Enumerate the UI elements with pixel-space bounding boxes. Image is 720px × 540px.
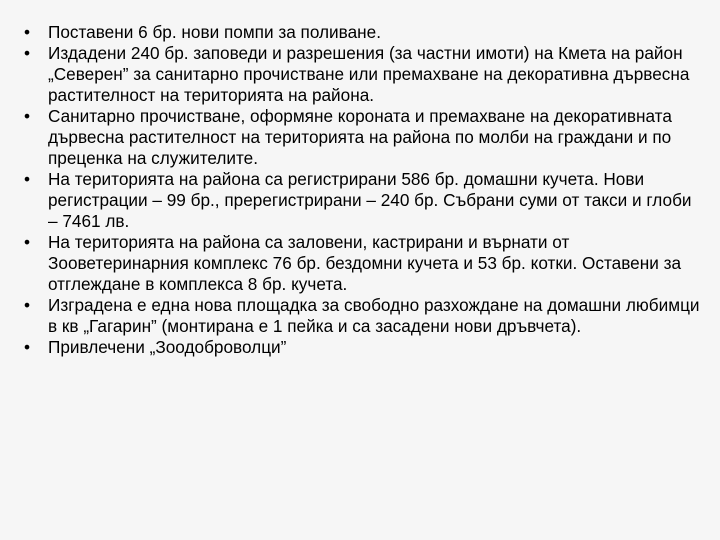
list-item-text: Санитарно прочистване, оформяне короната и премахване на декоративната дървесна растителност на територията на района по молби на граждани и по преценка на служителите. [48, 106, 672, 168]
list-item-text: На територията на района са заловени, кастрирани и върнати от Зооветеринарния комплекс 76 бр. бездомни кучета и 53 бр. котки. Оставени за отглеждане в комплекса 8 бр. кучета. [48, 232, 682, 294]
list-item [24, 106, 704, 169]
list-item [24, 295, 704, 337]
bullet-icon: • [24, 106, 31, 126]
list-item [24, 169, 704, 232]
list-item-text: Поставени 6 бр. нови помпи за поливане. [48, 22, 381, 42]
list-item-text: Изградена е една нова площадка за свободно разхождане на домашни любимци в кв „Гагарин” (монтирана е 1 пейка и са засадени нови дръвчета). [48, 295, 700, 336]
list-item [24, 22, 704, 43]
list-item-text: Издадени 240 бр. заповеди и разрешения (за частни имоти) на Кмета на район „Северен” за санитарно прочистване или премахване на декоративна дървесна растителност на територията на района. [48, 43, 690, 105]
list-item [24, 337, 704, 358]
list-item-text: Привлечени „Зоодоброволци” [48, 337, 287, 357]
bullet-icon: • [24, 22, 31, 42]
bullet-list [24, 22, 704, 358]
list-item [24, 232, 704, 295]
bullet-icon: • [24, 295, 31, 315]
bullet-icon: • [24, 43, 31, 63]
bullet-icon: • [24, 169, 31, 189]
bullet-icon: • [24, 232, 31, 252]
bullet-icon: • [24, 337, 31, 357]
list-item [24, 43, 704, 106]
list-item-text: На територията на района са регистрирани 586 бр. домашни кучета. Нови регистрации – 99 бр., пререгистрирани – 240 бр. Събрани суми от такси и глоби – 7461 лв. [48, 169, 692, 231]
